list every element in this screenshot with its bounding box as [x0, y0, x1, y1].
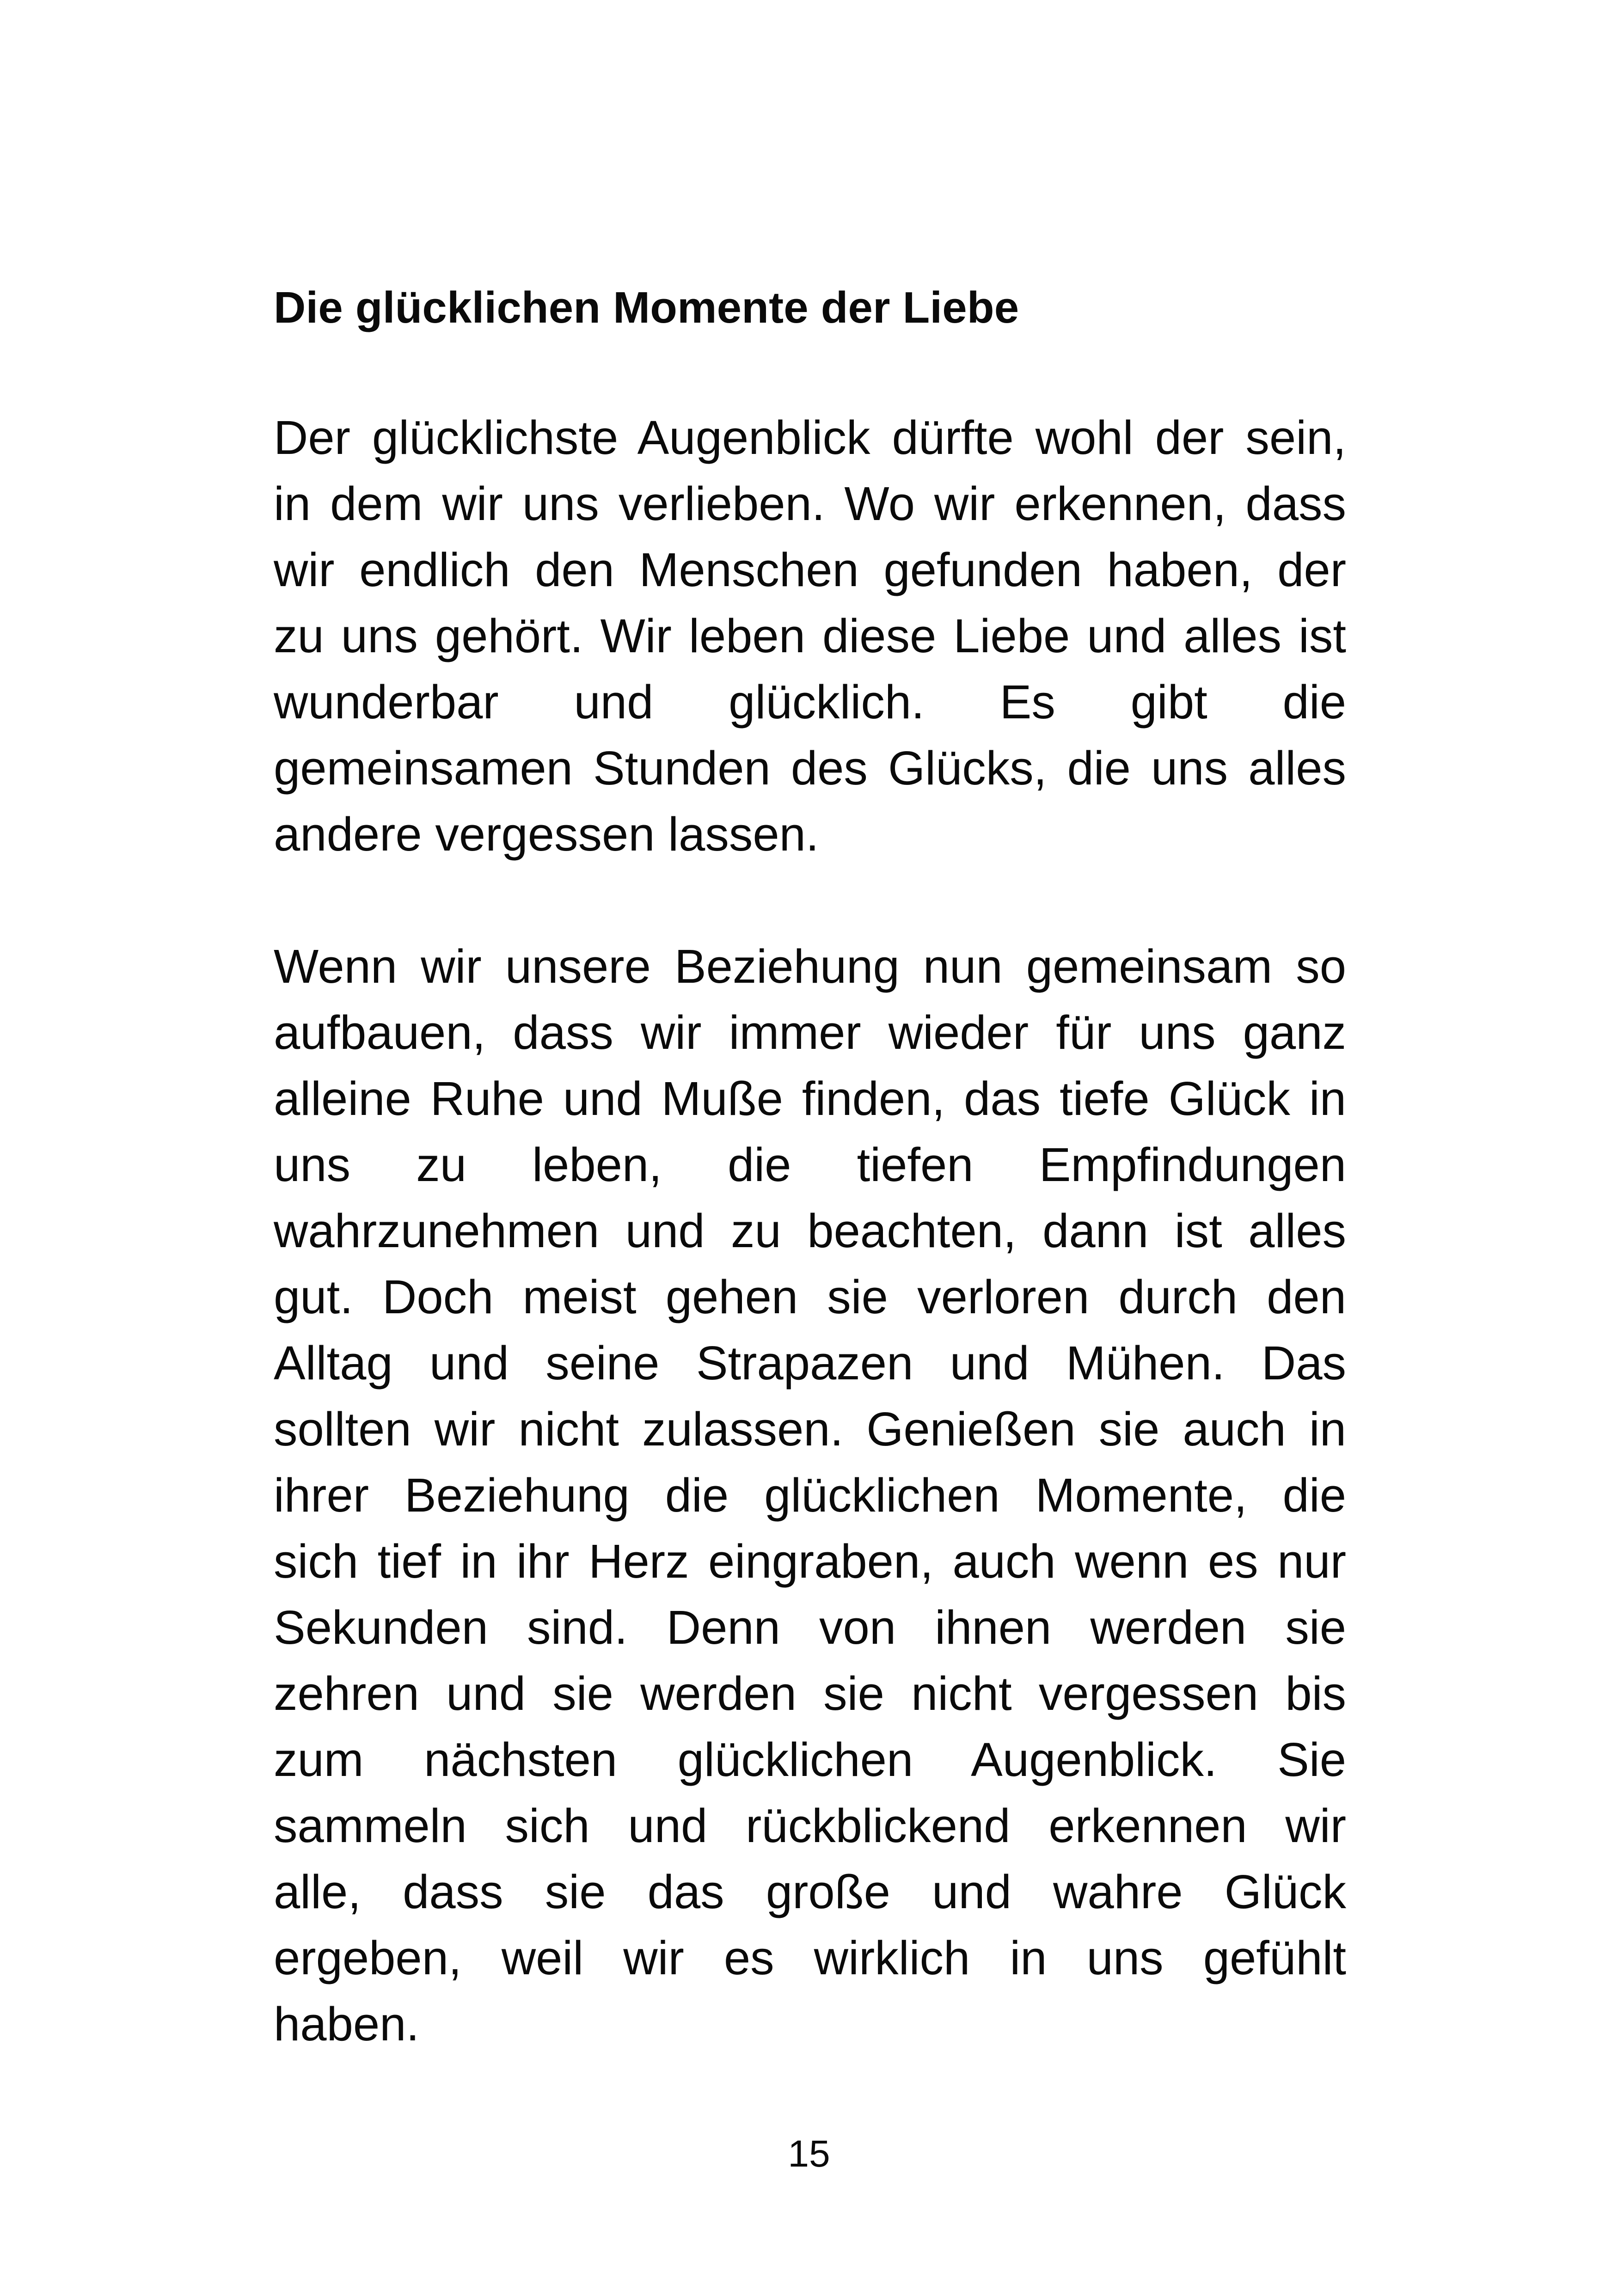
paragraph-2 — [274, 933, 1346, 2057]
text-line: sammeln sich und rückblickend erkennen wir — [274, 1799, 1346, 1852]
text-line: wunderbar und glücklich. Es gibt die — [274, 675, 1346, 729]
text-line: gut. Doch meist gehen sie verloren durch den — [274, 1270, 1346, 1323]
chapter-title: Die glücklichen Momente der Liebe — [274, 283, 1019, 332]
text-line: zum nächsten glücklichen Augenblick. Sie — [274, 1733, 1346, 1786]
text-line: sollten wir nicht zulassen. Genießen sie auch in — [274, 1402, 1346, 1456]
text-line: alleine Ruhe und Muße finden, das tiefe Glück in — [274, 1072, 1346, 1125]
page-number: 15 — [788, 2133, 830, 2175]
text-line: ihrer Beziehung die glücklichen Momente, die — [274, 1469, 1346, 1522]
text-line: gemeinsamen Stunden des Glücks, die uns alles — [274, 741, 1346, 795]
text-line: Sekunden sind. Denn von ihnen werden sie — [274, 1601, 1346, 1654]
paragraph-1 — [274, 404, 1346, 867]
text-line: ergeben, weil wir es wirklich in uns gefühlt — [274, 1931, 1346, 1984]
text-line: sich tief in ihr Herz eingraben, auch wenn es nur — [274, 1535, 1346, 1588]
text-line: uns zu leben, die tiefen Empfindungen — [274, 1138, 1346, 1191]
text-line: zu uns gehört. Wir leben diese Liebe und alles ist — [274, 609, 1346, 662]
text-line: alle, dass sie das große und wahre Glück — [274, 1865, 1346, 1918]
text-line: wir endlich den Menschen gefunden haben, der — [274, 543, 1346, 596]
text-line: in dem wir uns verlieben. Wo wir erkennen, dass — [274, 477, 1346, 530]
text-line: Alltag und seine Strapazen und Mühen. Das — [274, 1336, 1346, 1390]
text-line: aufbauen, dass wir immer wieder für uns ganz — [274, 1006, 1346, 1059]
page-content — [274, 276, 1346, 2057]
text-line: haben. — [274, 1997, 420, 2051]
text-line: zehren und sie werden sie nicht vergessen bis — [274, 1667, 1346, 1720]
text-line: Der glücklichste Augenblick dürfte wohl der sein, — [274, 411, 1346, 464]
text-line: wahrzunehmen und zu beachten, dann ist alles — [274, 1204, 1346, 1257]
text-line: Wenn wir unsere Beziehung nun gemeinsam so — [274, 940, 1346, 993]
text-line: andere vergessen lassen. — [274, 808, 819, 861]
